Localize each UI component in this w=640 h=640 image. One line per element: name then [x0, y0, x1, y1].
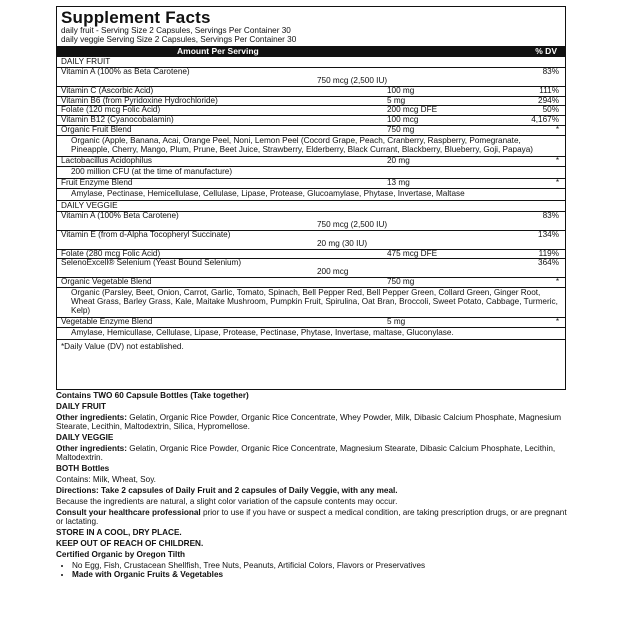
consult-text: prior to use if you have or suspect a medical condition, are taking prescription drugs, or are pregnant or lactating. [56, 508, 567, 526]
panel-title: Supplement Facts [61, 8, 211, 27]
nutrient-amount: 100 mg [387, 85, 415, 95]
nutrient-row [57, 86, 565, 96]
nutrient-row [57, 178, 565, 188]
nutrient-row [57, 105, 565, 115]
nutrient-dv: 83% [542, 66, 559, 76]
nutrient-row [57, 115, 565, 125]
nutrient-row [57, 67, 565, 86]
table-header [57, 46, 565, 56]
directions-text: Take 2 capsules of Daily Fruit and 2 capsules of Daily Veggie, with any meal. [98, 486, 398, 495]
nutrient-name: Vitamin A (100% Beta Carotene) [61, 210, 179, 220]
allergen-statement: Contains: Milk, Wheat, Soy. [56, 475, 156, 484]
nutrient-name: Vitamin B6 (from Pyridoxine Hydrochloride) [61, 95, 218, 105]
nutrient-amount: 200 mcg DFE [387, 105, 438, 115]
nutrient-row [57, 125, 565, 135]
label-text [56, 391, 576, 579]
probiotic-cfu: 200 million CFU (at the time of manufacture) [57, 166, 565, 178]
directions [56, 486, 576, 495]
nutrient-dv: 119% [538, 248, 559, 258]
nutrient-amount: 200 mcg [317, 267, 349, 277]
nutrient-name: Vitamin C (Ascorbic Acid) [61, 85, 154, 95]
nutrient-amount: 475 mcg DFE [387, 248, 438, 258]
serving-veggie: daily veggie Serving Size 2 Capsules, Servings Per Container 30 [61, 34, 297, 44]
section-daily-fruit: DAILY FRUIT [57, 56, 565, 67]
section-daily-veggie: DAILY VEGGIE [57, 200, 565, 211]
nutrient-name: Vitamin E (from d-Alpha Tocopheryl Succinate) [61, 229, 231, 239]
nutrient-row [57, 277, 565, 287]
blend-dv: * [555, 277, 559, 287]
both-bottles-label: BOTH Bottles [56, 464, 110, 473]
blend-name: Organic Vegetable Blend [61, 277, 152, 287]
list-item: • No Egg, Fish, Crustacean Shellfish, Tree Nuts, Peanuts, Artificial Colors, Flavors or Preservatives [72, 561, 576, 570]
blend-ingredients: Organic (Apple, Banana, Acai, Orange Peel, Noni, Lemon Peel (Cocord Grape, Peach, Cranberry, Raspberry, Pomegranate, Pineapple, Cherry, Mango, Plum, Prune, Beet Juice, Strawberry, Elderberry, Black Currant, Blackberry, Blueberry, Goji, Papaya) [57, 135, 565, 156]
nutrient-name: Folate (120 mcg Folic Acid) [61, 105, 161, 115]
nutrient-row [57, 258, 565, 277]
nutrient-amount: 750 mcg (2,500 IU) [317, 75, 388, 85]
nutrient-dv: 294% [538, 95, 559, 105]
enzyme-blend-ingredients: Amylase, Hemicullase, Cellulase, Lipase, Protease, Pectinase, Phytase, Invertase, maltase, Gluconylase. [57, 327, 565, 339]
dv-footnote: *Daily Value (DV) not established. [57, 339, 565, 353]
nutrient-dv: 4,167% [531, 115, 559, 125]
nutrient-name: Vitamin B12 (Cyanocobalamin) [61, 115, 174, 125]
color-variation-note: Because the ingredients are natural, a slight color variation of the capsule contents may occur. [56, 497, 398, 506]
header-dv: % DV [535, 45, 557, 56]
blend-amount: 750 mg [387, 277, 415, 287]
nutrient-amount: 5 mg [387, 95, 406, 105]
veggie-label: DAILY VEGGIE [56, 433, 114, 442]
probiotic-amount: 20 mg [387, 155, 410, 165]
header-amount: Amount Per Serving [177, 45, 259, 56]
probiotic-name: Lactobacillus Acidophilus [61, 155, 153, 165]
fruit-label: DAILY FRUIT [56, 402, 107, 411]
nutrient-amount: 100 mcg [387, 115, 419, 125]
blend-dv: * [555, 125, 559, 135]
other-ingredients-text: Gelatin, Organic Rice Powder, Organic Rice Concentrate, Whey Powder, Milk, Dibasic Calcium Phosphate, Magnesium Stearate, Lecithin, Maltodextrin, Silica, Hypromellose. [56, 413, 562, 431]
nutrient-dv: 83% [542, 210, 559, 220]
child-warning: KEEP OUT OF REACH OF CHILDREN. [56, 539, 204, 548]
nutrient-row [57, 211, 565, 230]
nutrient-row [57, 96, 565, 106]
serving-fruit: daily fruit - Serving Size 2 Capsules, Servings Per Container 30 [61, 26, 291, 35]
blend-name: Organic Fruit Blend [61, 125, 132, 135]
nutrient-name: Folate (280 mcg Folic Acid) [61, 248, 161, 258]
other-ingredients-text: Gelatin, Organic Rice Powder, Organic Rice Concentrate, Magnesium Stearate, Dibasic Calcium Phosphate, Lecithin, Maltodextrin. [56, 444, 556, 462]
enzyme-blend-amount: 5 mg [387, 317, 406, 327]
nutrient-row [57, 317, 565, 327]
supplement-facts-panel [56, 6, 566, 390]
enzyme-blend-amount: 13 mg [387, 177, 410, 187]
nutrient-amount: 20 mg (30 IU) [317, 238, 368, 248]
nutrient-row [57, 230, 565, 249]
claims-list [56, 561, 576, 579]
list-item: • Made with Organic Fruits & Vegetables [72, 570, 576, 579]
nutrient-dv: 134% [538, 229, 559, 239]
enzyme-blend-name: Fruit Enzyme Blend [61, 177, 133, 187]
blend-amount: 750 mg [387, 125, 415, 135]
nutrient-row [57, 156, 565, 166]
storage-instruction: STORE IN A COOL, DRY PLACE. [56, 528, 182, 537]
nutrient-name: Vitamin A (100% as Beta Carotene) [61, 66, 190, 76]
directions-label: Directions: [56, 486, 99, 495]
consult-warning [56, 508, 576, 526]
organic-certification: Certified Organic by Oregon Tilth [56, 550, 186, 559]
consult-label: Consult your healthcare professional [56, 508, 201, 517]
nutrient-dv: 111% [539, 85, 559, 95]
other-ingredients-label: Other ingredients: [56, 413, 127, 422]
enzyme-blend-dv: * [555, 317, 559, 327]
nutrient-dv: 50% [542, 105, 559, 115]
other-ingredients-label: Other ingredients: [56, 444, 127, 453]
enzyme-blend-ingredients: Amylase, Pectinase, Hemicellulase, Cellulase, Lipase, Protease, Glucoamylase, Phytase, Invertase, Maltase [57, 188, 565, 200]
nutrient-amount: 750 mcg (2,500 IU) [317, 219, 388, 229]
nutrient-name: SelenoExcell® Selenium (Yeast Bound Selenium) [61, 258, 242, 268]
probiotic-dv: * [555, 155, 559, 165]
veggie-other-ingredients [56, 444, 576, 462]
blend-ingredients: Organic (Parsley, Beet, Onion, Carrot, Garlic, Tomato, Spinach, Bell Pepper Red, Bell Pepper Green, Collard Green, Ginger Root, Wheat Grass, Barley Grass, Kale, Maitake Mushroom, Pumpkin Fruit, Spirulina, Oat Bran, Broccoli, Sweet Potato, Cabbage, Turmeric, Kelp) [57, 287, 565, 317]
fruit-other-ingredients [56, 413, 576, 431]
nutrient-row [57, 249, 565, 259]
contains-note: Contains TWO 60 Capsule Bottles (Take together) [56, 391, 249, 400]
enzyme-blend-name: Vegetable Enzyme Blend [61, 317, 153, 327]
nutrient-dv: 364% [538, 258, 559, 268]
enzyme-blend-dv: * [555, 177, 559, 187]
